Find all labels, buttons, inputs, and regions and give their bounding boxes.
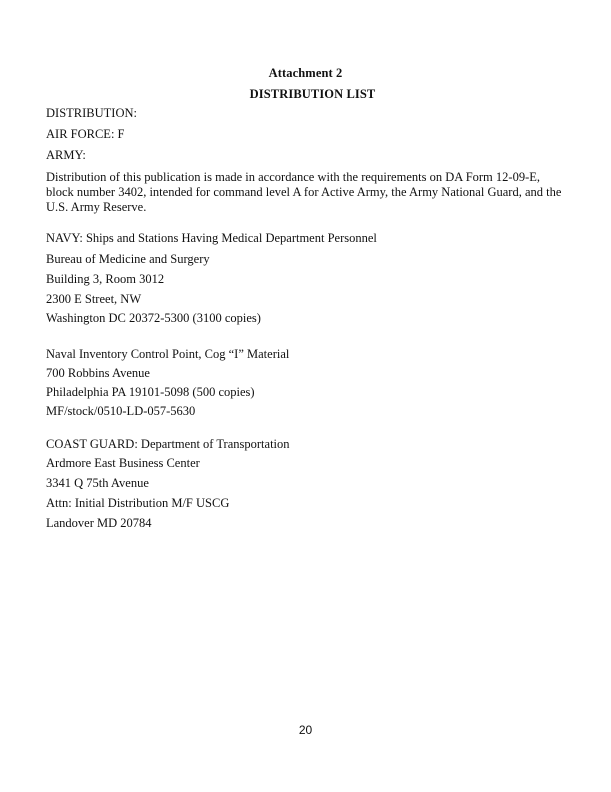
coast-guard-line: Ardmore East Business Center bbox=[46, 456, 200, 470]
distribution-label: DISTRIBUTION: bbox=[46, 106, 137, 120]
army-line: ARMY: bbox=[46, 148, 86, 162]
coast-guard-line: Attn: Initial Distribution M/F USCG bbox=[46, 496, 230, 510]
naval-inventory-line: 700 Robbins Avenue bbox=[46, 366, 150, 380]
coast-guard-line: Landover MD 20784 bbox=[46, 516, 152, 530]
air-force-line: AIR FORCE: F bbox=[46, 127, 125, 141]
navy-line: Bureau of Medicine and Surgery bbox=[46, 252, 210, 266]
navy-line: NAVY: Ships and Stations Having Medical Department Personnel bbox=[46, 231, 377, 245]
distribution-list-title: DISTRIBUTION LIST bbox=[249, 87, 376, 101]
attachment-heading: Attachment 2 bbox=[268, 66, 343, 80]
navy-line: Building 3, Room 3012 bbox=[46, 272, 165, 286]
navy-line: Washington DC 20372-5300 (3100 copies) bbox=[46, 311, 261, 325]
coast-guard-line: 3341 Q 75th Avenue bbox=[46, 476, 149, 490]
naval-inventory-line: Naval Inventory Control Point, Cog “I” Material bbox=[46, 347, 290, 361]
navy-line: 2300 E Street, NW bbox=[46, 292, 142, 306]
naval-inventory-line: Philadelphia PA 19101-5098 (500 copies) bbox=[46, 385, 255, 399]
coast-guard-line: COAST GUARD: Department of Transportation bbox=[46, 437, 290, 451]
army-paragraph: Distribution of this publication is made in accordance with the requirements on DA Form 12-09-E, block number 3402, intended for command level A for Active Army, the Army National Guard, and the U.S. Army Reserve. bbox=[46, 170, 562, 214]
naval-inventory-line: MF/stock/0510-LD-057-5630 bbox=[46, 404, 196, 418]
page-number: 20 bbox=[298, 723, 313, 737]
